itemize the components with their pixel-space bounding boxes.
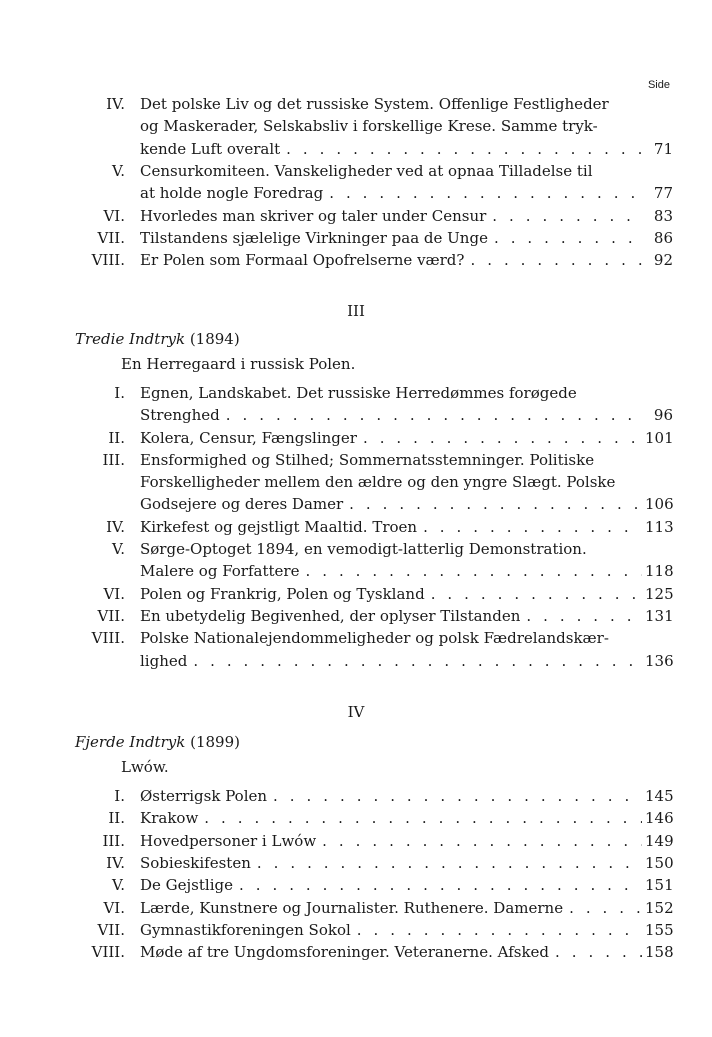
page-number: 150 bbox=[645, 853, 674, 872]
page-number: 83 bbox=[653, 206, 673, 225]
title-line: Kirkefest og gejstligt Maaltid. Troen . . . bbox=[140, 516, 642, 538]
dot-leader bbox=[417, 516, 642, 538]
title-line: Lærde, Kunstnere og Journalister. Ruthenere. Damerne . . . bbox=[140, 897, 642, 919]
chapter-number: VIII. bbox=[91, 251, 125, 270]
chapter-title bbox=[140, 427, 642, 449]
section-year: (1899) bbox=[190, 733, 240, 751]
page-number: 145 bbox=[645, 787, 674, 805]
chapter-title bbox=[140, 785, 642, 807]
title-line: Ensformighed og Stilhed; Sommernatsstemninger. Politiske bbox=[140, 450, 595, 469]
page-column-label: Side bbox=[647, 79, 670, 91]
title-line: Forskelligheder mellem den ældre og den yngre Slægt. Polske bbox=[140, 473, 616, 492]
chapter-title bbox=[140, 627, 642, 672]
chapter-title bbox=[140, 605, 642, 627]
page-number: 155 bbox=[645, 920, 674, 939]
chapter-number: IV. bbox=[106, 95, 125, 113]
dot-leader bbox=[549, 941, 642, 963]
chapter-number: VII. bbox=[97, 920, 125, 939]
title-line: Sørge-Optoget 1894, en vemodigt-latterlig Demonstration. bbox=[140, 540, 587, 559]
dot-leader bbox=[425, 583, 642, 605]
chapter-title bbox=[140, 382, 642, 427]
part-three-subtitle: En Herregaard i russisk Polen. bbox=[121, 355, 356, 373]
chapter-number: III. bbox=[102, 450, 125, 469]
page-number: 101 bbox=[645, 428, 674, 447]
title-line: kende Luft overalt . . . bbox=[140, 138, 642, 160]
chapter-number: I. bbox=[114, 384, 125, 402]
chapter-title bbox=[140, 852, 642, 874]
page-number: 92 bbox=[653, 251, 673, 270]
chapter-number: V. bbox=[112, 540, 125, 559]
page-number: 86 bbox=[653, 228, 673, 247]
dot-leader bbox=[233, 874, 642, 896]
chapter-title bbox=[140, 160, 642, 205]
dot-leader bbox=[299, 560, 642, 582]
chapter-number: VI. bbox=[103, 898, 125, 917]
title-line: De Gejstlige . . . bbox=[140, 874, 642, 896]
part-four-section-title bbox=[75, 733, 240, 751]
page-number: 106 bbox=[645, 495, 674, 514]
chapter-title bbox=[140, 227, 642, 249]
title-line: Polen og Frankrig, Polen og Tyskland . . . bbox=[140, 583, 642, 605]
dot-leader bbox=[251, 852, 642, 874]
title-line: og Maskerader, Selskabsliv i forskellige Krese. Samme tryk- bbox=[140, 117, 598, 136]
chapter-number: VII. bbox=[97, 607, 125, 625]
chapter-title bbox=[140, 941, 642, 963]
title-line: Krakow . . . bbox=[140, 807, 642, 829]
title-line: Gymnastikforeningen Sokol . . . bbox=[140, 919, 642, 941]
dot-leader bbox=[464, 249, 642, 271]
part-three-heading: III bbox=[347, 302, 365, 320]
title-line: lighed . . . bbox=[140, 650, 642, 672]
page-number: 113 bbox=[645, 517, 674, 536]
chapter-title bbox=[140, 93, 642, 160]
title-line: Malere og Forfattere . . . bbox=[140, 560, 642, 582]
page-number: 149 bbox=[645, 831, 674, 850]
dot-leader bbox=[488, 227, 642, 249]
title-line: Hvorledes man skriver og taler under Censur . . . bbox=[140, 205, 642, 227]
dot-leader bbox=[520, 605, 642, 627]
section-year: (1894) bbox=[189, 330, 240, 348]
page-number: 152 bbox=[645, 898, 674, 917]
section-title-italic: Tredie Indtryk bbox=[75, 330, 186, 348]
section-title-italic: Fjerde Indtryk bbox=[75, 733, 186, 751]
chapter-number: I. bbox=[114, 787, 125, 805]
page-number: 118 bbox=[645, 562, 674, 581]
chapter-number: II. bbox=[108, 428, 125, 447]
dot-leader bbox=[280, 138, 642, 160]
title-line: En ubetydelig Begivenhed, der oplyser Tilstanden . . . bbox=[140, 605, 642, 627]
chapter-title bbox=[140, 516, 642, 538]
chapter-number: II. bbox=[108, 809, 125, 828]
part-four-heading: IV bbox=[347, 703, 365, 721]
chapter-title bbox=[140, 449, 642, 516]
chapter-number: V. bbox=[112, 876, 125, 895]
chapter-number: III. bbox=[102, 831, 125, 850]
chapter-title bbox=[140, 807, 642, 829]
title-line: Egnen, Landskabet. Det russiske Herredømmes forøgede bbox=[140, 384, 577, 402]
chapter-title bbox=[140, 830, 642, 852]
chapter-number: V. bbox=[112, 161, 125, 180]
part-three-section-title bbox=[75, 330, 240, 348]
page-number: 96 bbox=[653, 406, 673, 425]
dot-leader bbox=[351, 919, 642, 941]
chapter-title bbox=[140, 583, 642, 605]
chapter-title bbox=[140, 919, 642, 941]
dot-leader bbox=[187, 650, 642, 672]
dot-leader bbox=[220, 404, 642, 426]
chapter-number: VI. bbox=[103, 206, 125, 225]
title-line: Hovedpersoner i Lwów . . . bbox=[140, 830, 642, 852]
dot-leader bbox=[323, 182, 642, 204]
title-line: Møde af tre Ungdomsforeninger. Veteranerne. Afsked . . . bbox=[140, 941, 642, 963]
chapter-title bbox=[140, 897, 642, 919]
title-line: Kolera, Censur, Fængslinger . . . bbox=[140, 427, 642, 449]
title-line: Strenghed . . . bbox=[140, 404, 642, 426]
chapter-number: VIII. bbox=[91, 629, 125, 648]
dot-leader bbox=[486, 205, 642, 227]
page-number: 125 bbox=[645, 584, 674, 603]
chapter-number: VI. bbox=[103, 584, 125, 603]
dot-leader bbox=[343, 493, 642, 515]
title-line: at holde nogle Foredrag . . . bbox=[140, 182, 642, 204]
chapter-title bbox=[140, 538, 642, 583]
title-line: Polske Nationalejendommeligheder og polsk Fædrelandskær- bbox=[140, 629, 609, 648]
dot-leader bbox=[198, 807, 642, 829]
part-four-subtitle: Lwów. bbox=[121, 758, 169, 776]
page-number: 146 bbox=[645, 809, 674, 828]
chapter-number: IV. bbox=[106, 853, 125, 872]
title-line: Godsejere og deres Damer . . . bbox=[140, 493, 642, 515]
dot-leader bbox=[267, 785, 642, 807]
title-line: Tilstandens sjælelige Virkninger paa de Unge . . . bbox=[140, 227, 642, 249]
dot-leader bbox=[563, 897, 642, 919]
dot-leader bbox=[357, 427, 642, 449]
title-line: Østerrigsk Polen . . . bbox=[140, 785, 642, 807]
page-number: 158 bbox=[645, 943, 674, 962]
page-number: 151 bbox=[645, 876, 674, 895]
title-line: Censurkomiteen. Vanskeligheder ved at opnaa Tilladelse til bbox=[140, 161, 593, 180]
title-line: Sobieskifesten . . . bbox=[140, 852, 642, 874]
chapter-number: VIII. bbox=[91, 943, 125, 962]
page-number: 71 bbox=[653, 139, 673, 158]
page-number: 136 bbox=[645, 651, 674, 670]
dot-leader bbox=[316, 830, 642, 852]
chapter-title bbox=[140, 874, 642, 896]
title-line: Er Polen som Formaal Opofrelserne værd? . . . bbox=[140, 249, 642, 271]
chapter-title bbox=[140, 249, 642, 271]
chapter-title bbox=[140, 205, 642, 227]
page-number: 131 bbox=[645, 607, 674, 625]
chapter-number: IV. bbox=[106, 517, 125, 536]
title-line: Det polske Liv og det russiske System. Offenlige Festligheder bbox=[140, 95, 609, 113]
chapter-number: VII. bbox=[97, 228, 125, 247]
page-number: 77 bbox=[653, 184, 673, 203]
